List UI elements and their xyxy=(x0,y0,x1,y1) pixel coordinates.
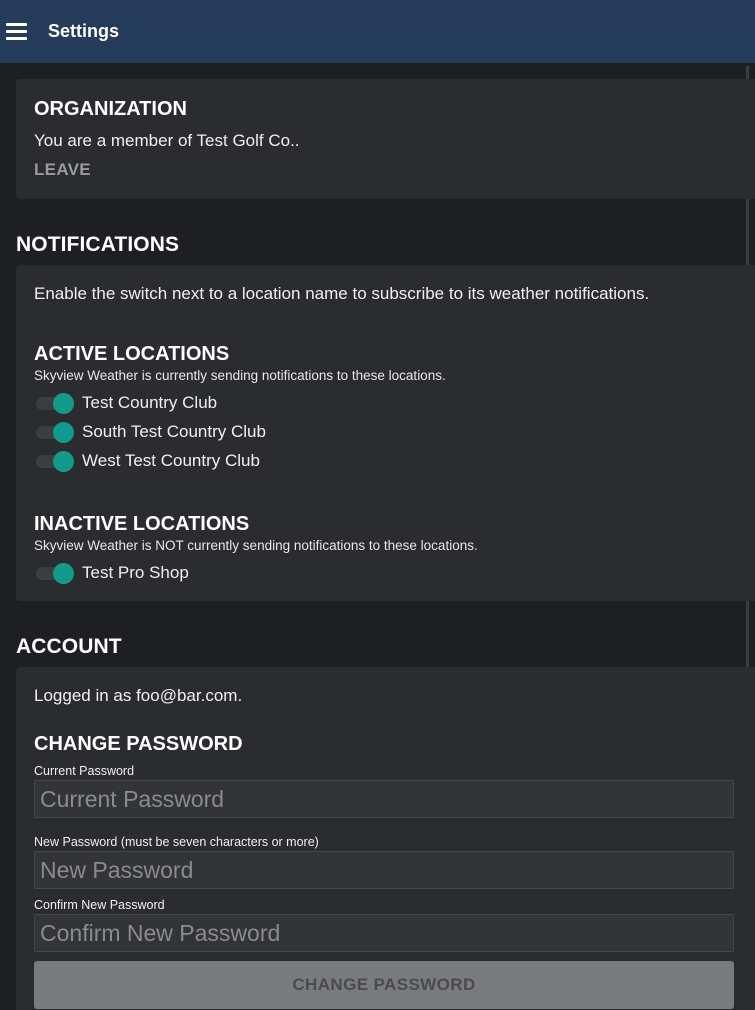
location-toggle-row[interactable] xyxy=(34,420,334,444)
confirm-password-input[interactable] xyxy=(34,914,734,952)
new-password-label: New Password (must be seven characters or more) xyxy=(34,835,319,849)
settings-content xyxy=(0,63,755,1010)
logged-in-text: Logged in as foo@bar.com. xyxy=(34,686,243,705)
notifications-heading: NOTIFICATIONS xyxy=(16,233,180,256)
notifications-card xyxy=(16,265,755,601)
change-password-heading: CHANGE PASSWORD xyxy=(34,733,243,755)
location-toggle-row[interactable] xyxy=(34,391,334,415)
location-toggle-row[interactable] xyxy=(34,449,334,473)
account-heading: ACCOUNT xyxy=(16,635,122,658)
inactive-locations-heading: INACTIVE LOCATIONS xyxy=(34,513,250,535)
app-bar xyxy=(0,0,755,63)
notifications-intro: Enable the switch next to a location name to subscribe to its weather notifications. xyxy=(34,284,650,303)
current-password-input[interactable] xyxy=(34,780,734,818)
inactive-locations-description: Skyview Weather is NOT currently sending notifications to these locations. xyxy=(34,538,478,553)
leave-button[interactable]: LEAVE xyxy=(34,160,91,179)
confirm-password-label: Confirm New Password xyxy=(34,898,165,912)
change-password-button[interactable]: CHANGE PASSWORD xyxy=(34,961,734,1009)
location-name: Test Country Club xyxy=(82,393,218,412)
location-toggle-row[interactable] xyxy=(34,561,334,585)
page-title: Settings xyxy=(48,21,120,41)
location-switch[interactable] xyxy=(34,449,74,473)
active-locations-heading: ACTIVE LOCATIONS xyxy=(34,343,230,365)
membership-text: You are a member of Test Golf Co.. xyxy=(34,131,300,150)
location-name: Test Pro Shop xyxy=(82,563,189,582)
location-switch[interactable] xyxy=(34,561,74,585)
organization-card xyxy=(16,79,755,199)
active-locations-description: Skyview Weather is currently sending notifications to these locations. xyxy=(34,368,446,383)
location-switch[interactable] xyxy=(34,391,74,415)
location-name: South Test Country Club xyxy=(82,422,266,441)
new-password-input[interactable] xyxy=(34,851,734,889)
account-card xyxy=(16,667,755,1010)
organization-heading: ORGANIZATION xyxy=(34,98,187,120)
current-password-label: Current Password xyxy=(34,764,135,778)
location-name: West Test Country Club xyxy=(82,451,260,470)
hamburger-menu-icon[interactable] xyxy=(6,23,27,40)
location-switch[interactable] xyxy=(34,420,74,444)
